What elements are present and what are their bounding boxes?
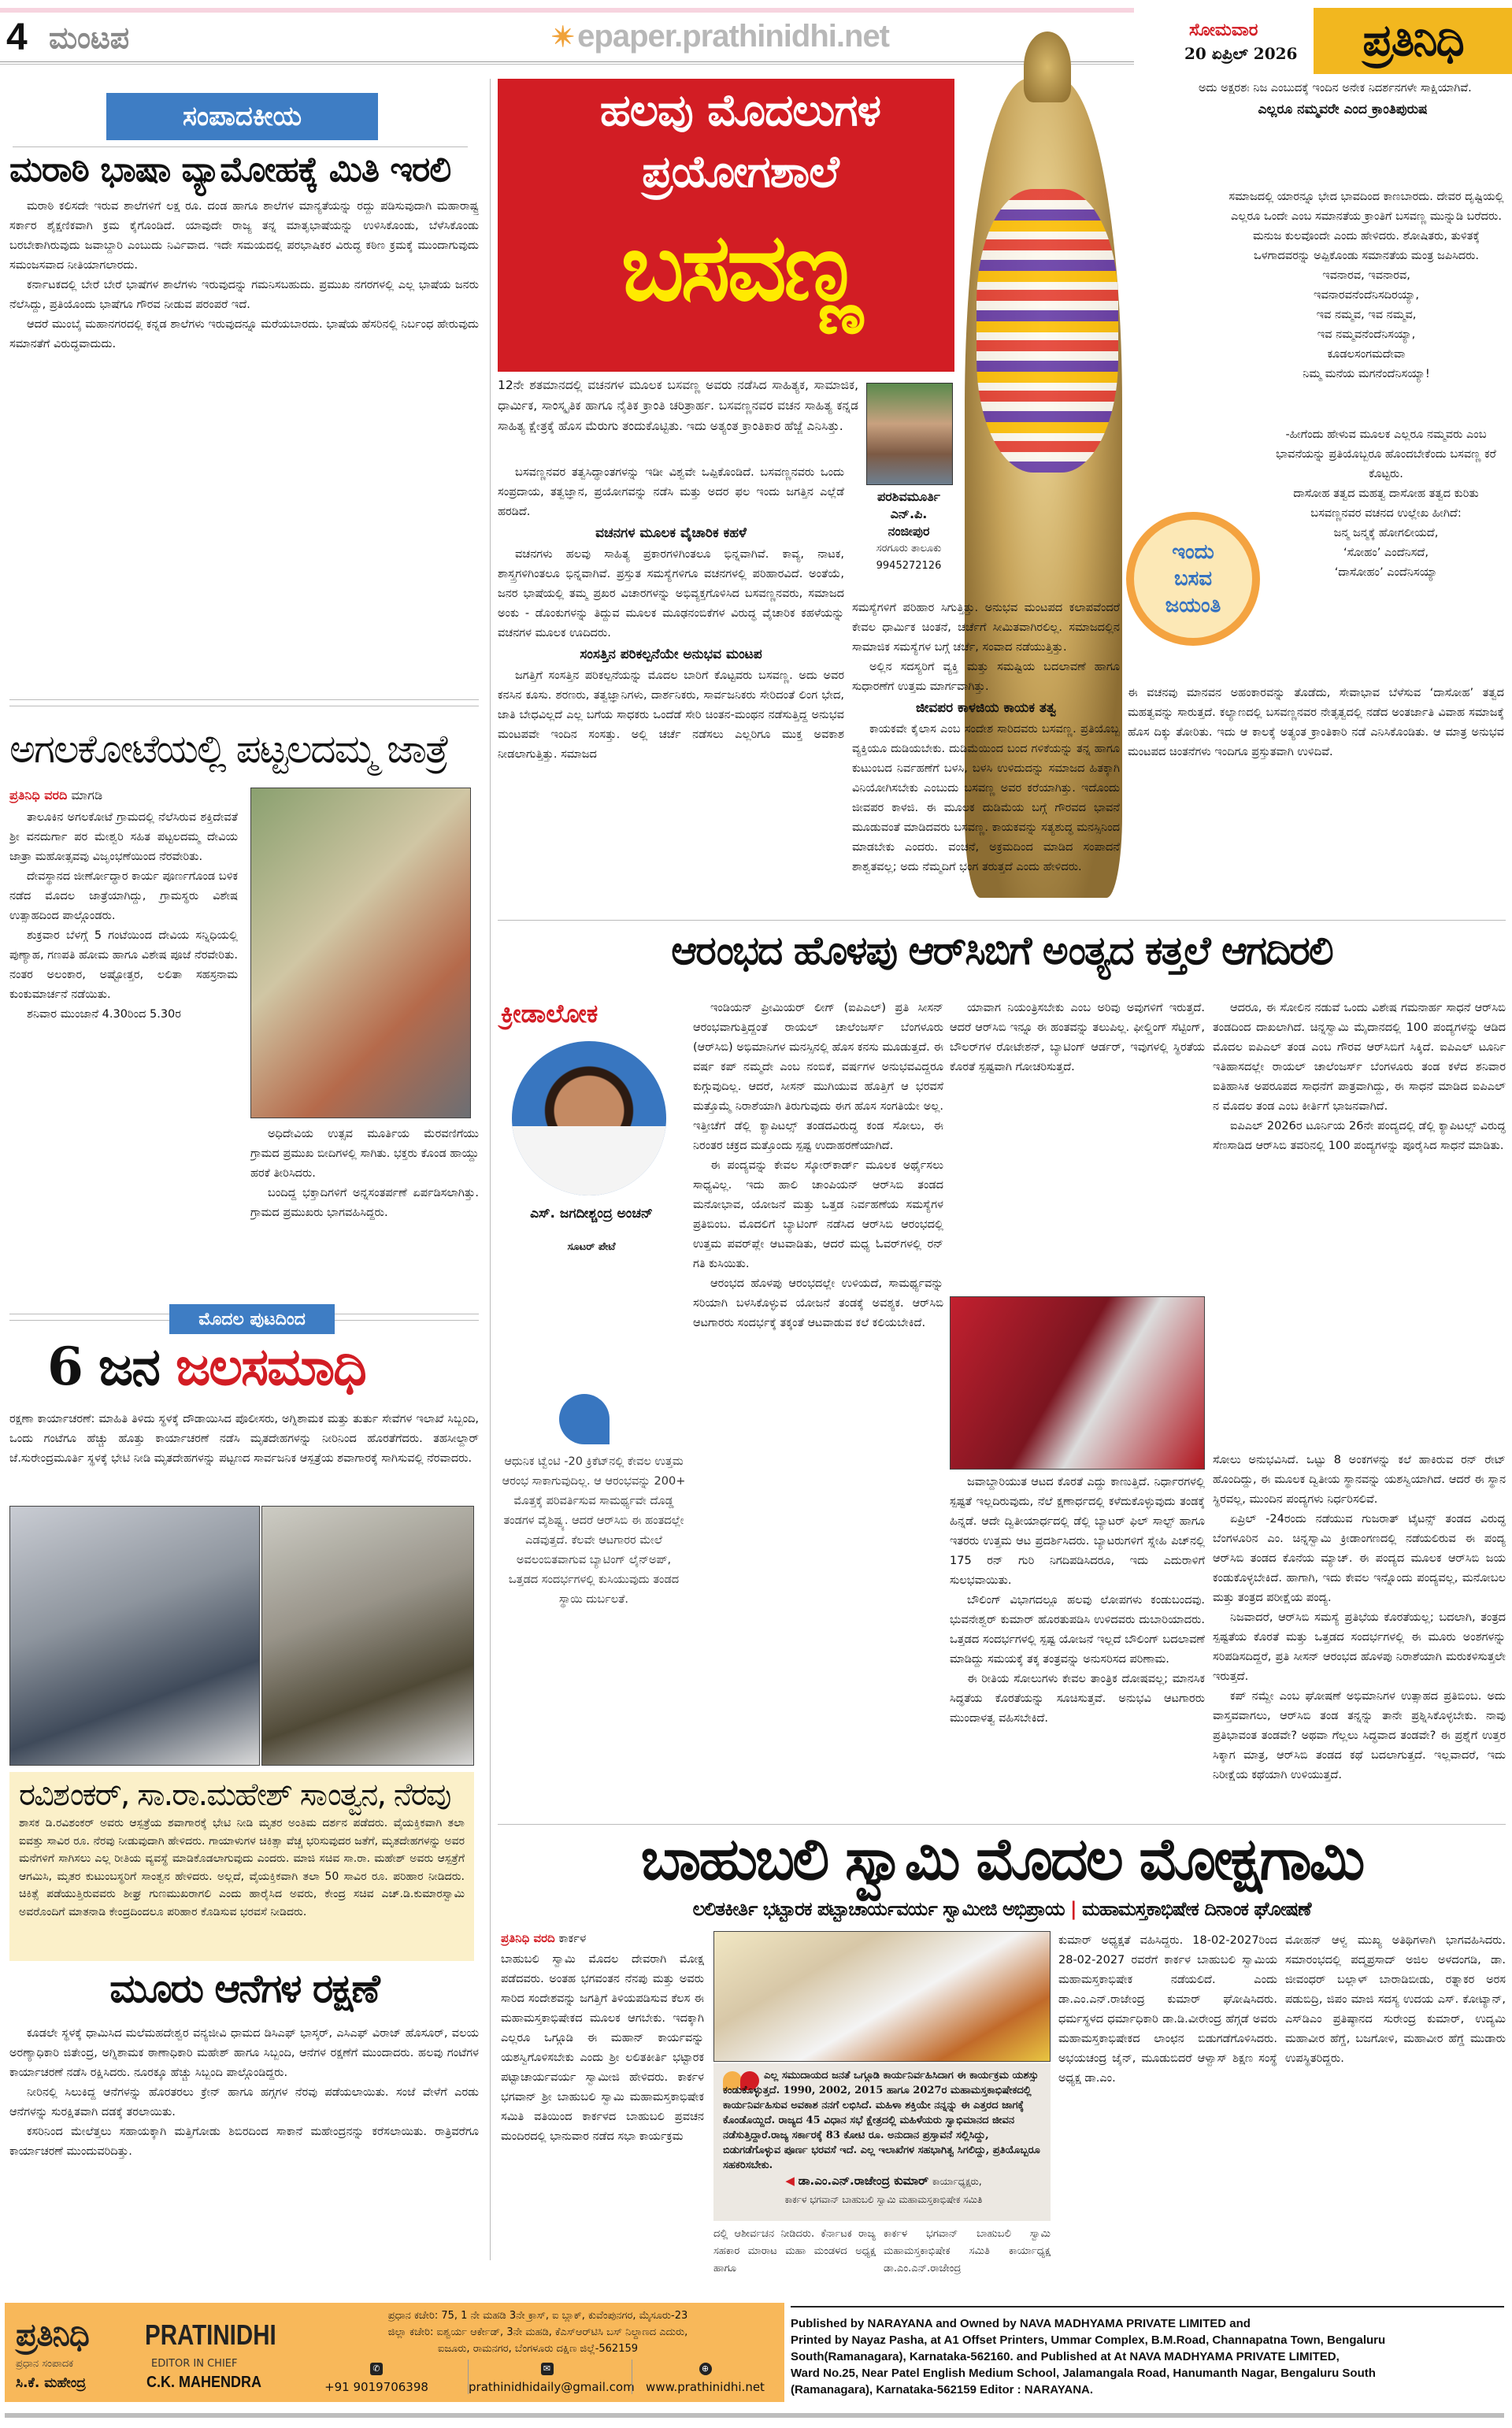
divider [498, 1824, 1506, 1825]
sports-paragraph: ಜವಾಬ್ದಾರಿಯುತ ಆಟದ ಕೊರತೆ ಎದ್ದು ಕಾಣುತ್ತಿದೆ. ನಿರ್ಧಾರಗಳಲ್ಲಿ ಸ್ಪಷ್ಟತೆ ಇಲ್ಲದಿರುವುದು, ನೆಲೆ ಕ್ಷಣಾರ್ಧದಲ್ಲಿ ಕಳೆದುಕೊಳ್ಳುವುದು ತಂಡಕ್ಕೆ ಹಿನ್ನಡೆ. ಆದೇ ದ್ವಿತೀಯಾರ್ಧದಲ್ಲಿ ಡೆಲ್ಲಿ ಬ್ಯಾಟರ್ ಫಿಲ್ ಸಾಲ್ಟ್ ಹಾಗೂ ಇತರರು ಉತ್ತಮ ಆಟ ಪ್ರದರ್ಶಿಸಿದರು. ಬ್ಯಾಟರುಗಳಿಗೆ ಸ್ನೇಹಿ ಪಿಚ್‌ನಲ್ಲಿ 175 ರನ್ ಗುರಿ ನಿಗದಿಪಡಿಸಿದರೂ, ಇದು ಎದುರಾಳಿಗೆ ಸುಲಭವಾಯಿತು. [950, 1476, 1205, 1587]
epaper-link[interactable]: ✴ epaper.prathinidhi.net [551, 19, 890, 54]
jatre-paragraph: ತಾಲೂಕಿನ ಅಗಲಕೋಟೆ ಗ್ರಾಮದಲ್ಲಿ ನೆಲೆಸಿರುವ ಶಕ್ತಿದೇವತೆ ಶ್ರೀ ವನದುರ್ಗಾ ಪರ ಮೇಶ್ವರಿ ಸಹಿತ ಪಟ್ಟಲದಮ್ಮ ದೇವಿಯ ಜಾತ್ರಾ ಮಹೋತ್ಸವವು ವಿಜೃಂಭಣೆಯಿಂದ ನೆರವೇರಿತು. [9, 811, 238, 863]
basavanna-paragraph: -ಹೀಗೆಂದು ಹೇಳುವ ಮೂಲಕ ಎಲ್ಲರೂ ನಮ್ಮವರು ಎಂಬ ಭಾವನೆಯನ್ನು ಪ್ರತಿಯೊಬ್ಬರೂ ಹೊಂದಬೇಕೆಂದು ಬಸವಣ್ಣ ಕರೆ ಕೊಟ್ಟರು. [1276, 428, 1496, 480]
footer-email[interactable]: ✉ prathinidhidaily@gmail.com [468, 2359, 625, 2394]
editorial-paragraph: ಮರಾಠಿ ಕಲಿಸದೇ ಇರುವ ಶಾಲೆಗಳಿಗೆ ಲಕ್ಷ ರೂ. ದಂಡ ಹಾಗೂ ಶಾಲೆಗಳ ಮಾನ್ಯತೆಯನ್ನು ರದ್ದು ಪಡಿಸುವುದಾಗಿ ಮಹಾರಾಷ್ಟ್ರ ಸರ್ಕಾರ ಶೈಕ್ಷಣಿಕವಾಗಿ ಕ್ರಮ ಕೈಗೊಂಡಿದೆ. ಯಾವುದೇ ರಾಜ್ಯ ತನ್ನ ಮಾತೃಭಾಷೆಯನ್ನು ಉಳಿಸಿಕೊಂಡು, ಬೆಳೆಸಿಕೊಂಡು ಬರಬೇಕಾಗಿರುವುದು ಜವಾಬ್ದಾರಿ ಎಂಬುದು ನಿರ್ವಿವಾದ. ಇದೇ ಸಮಯದಲ್ಲಿ ಪರಭಾಷಿಕರ ವಿರುದ್ಧ ಕಠಿಣ ಕ್ರಮಕ್ಕೆ ಮುಂದಾಗುವುದು ಸಮಂಜಸವಾದ ನೀತಿಯಾಗಲಾರದು. [9, 200, 479, 272]
basavanna-col2 [852, 599, 1120, 904]
sports-headline: ಆರಂಭದ ಹೊಳಪು ಆರ್‌ಸಿಬಿಗೆ ಅಂತ್ಯದ ಕತ್ತಲೆ ಆಗದಿರಲಿ [671, 928, 1332, 973]
santvana-headline: ರವಿಶಂಕರ್, ಸಾ.ರಾ.ಮಹೇಶ್ ಸಾಂತ್ವನ, ನೆರವು [19, 1777, 450, 1813]
editorial-body [9, 197, 479, 685]
chief-editor-label-kn: ಪ್ರಧಾನ ಸಂಪಾದಕ [16, 2358, 74, 2370]
basavanna-col1 [498, 463, 844, 904]
elephants-headline: ಮೂರು ಆನೆಗಳ ರಕ್ಷಣೆ [109, 1966, 379, 2011]
sports-paragraph: ಐಪಿಎಲ್ 2026ರ ಟೂರ್ನಿಯ 26ನೇ ಪಂದ್ಯದಲ್ಲಿ ಡೆಲ್ಲಿ ಕ್ಯಾಪಿಟಲ್ಸ್ ವಿರುದ್ಧ ಸೆಣಸಾಡಿದ ಆರ್‌ಸಿಬಿ ತವರಿನಲ್ಲಿ 100 ಪಂದ್ಯಗಳನ್ನು ಪೂರೈಸಿದ ಸಾಧನೆ ಮಾಡಿತು. [1213, 1120, 1506, 1152]
basavanna-col3 [1228, 187, 1504, 424]
newspaper-logo: ಪ್ರತಿನಿಧಿ [1314, 8, 1512, 74]
bahubali-subheadline: ಲಲಿತಕೀರ್ತಿ ಭಟ್ಟಾರಕ ಪಟ್ಟಾಚಾರ್ಯವರ್ಯ ಸ್ವಾಮೀಜಿ ಅಭಿಪ್ರಾಯ | ಮಹಾಮಸ್ತಕಾಭಿಷೇಕ ದಿನಾಂಕ ಘೋಷಣೆ [692, 1898, 1311, 1920]
sports-paragraph: ಈ ಪಂದ್ಯವನ್ನು ಕೇವಲ ಸ್ಕೋರ್‌ಕಾರ್ಡ್ ಮೂಲಕ ಅರ್ಥೈಸಲು ಸಾಧ್ಯವಿಲ್ಲ. ಇದು ಹಾಲಿ ಚಾಂಪಿಯನ್ ಆರ್‌ಸಿಬಿ ತಂಡದ ಮನೋಭಾವ, ಯೋಜನೆ ಮತ್ತು ಒತ್ತಡ ನಿರ್ವಹಣೆಯ ಸಮಸ್ಯೆಗಳ ಪ್ರತಿಬಿಂಬ. ಮೊದಲಿಗೆ ಬ್ಯಾಟಿಂಗ್ ನಡೆಸಿದ ಆರ್‌ಸಿಬಿ ಆರಂಭದಲ್ಲಿ ಉತ್ತಮ ಪವರ್‌ಪ್ಲೇ ಆಟವಾಡಿತು, ಆದರೆ ಮಧ್ಯ ಓವರ್‌ಗಳಲ್ಲಿ ರನ್ ಗತಿ ಕುಸಿಯಿತು. [693, 1159, 943, 1270]
rcb-players-photo [950, 1296, 1205, 1470]
jatre-headline: ಅಗಲಕೋಟೆಯಲ್ಲಿ ಪಟ್ಟಲದಮ್ಮ ಜಾತ್ರೆ [9, 726, 448, 772]
jalasamadhi-body: ರಕ್ಷಣಾ ಕಾರ್ಯಾಚರಣೆ: ಮಾಹಿತಿ ತಿಳಿದು ಸ್ಥಳಕ್ಕೆ ದೌಡಾಯಿಸಿದ ಪೊಲೀಸರು, ಅಗ್ನಿಶಾಮಕ ಮತ್ತು ತುರ್ತು ಸೇವೆಗಳ ಇಲಾಖೆ ಸಿಬ್ಬಂದಿ, ಒಂದು ಗಂಟೆಗೂ ಹೆಚ್ಚು ಹೊತ್ತು ಕಾರ್ಯಾಚರಣೆ ನಡೆಸಿ ಮೃತದೇಹಗಳನ್ನು ನೀರಿನಿಂದ ಹೊರತೆಗೆದರು. ತಹಸೀಲ್ದಾರ್ ಜೆ.ಸುರೇಂದ್ರಮೂರ್ತಿ ಸ್ಥಳಕ್ಕೆ ಭೇಟಿ ನೀಡಿ ಮೃತದೇಹಗಳನ್ನು ಪಟ್ಟಣದ ಸಾರ್ವಜನಿಕ ಆಸ್ಪತ್ರೆಯ ಶವಾಗಾರಕ್ಕೆ ಸಾಗಿಸುವಲ್ಲಿ ನೆರವಾದರು. [9, 1413, 479, 1465]
jatre-paragraph: ಅಧಿದೇವಿಯ ಉತ್ಸವ ಮೂರ್ತಿಯ ಮೆರವಣಿಗೆಯು ಗ್ರಾಮದ ಪ್ರಮುಖ ಬೀದಿಗಳಲ್ಲಿ ಸಾಗಿತು. ಭಕ್ತರು ಕೊಂಡ ಹಾಯ್ದು ಹರಕೆ ತೀರಿಸಿದರು. [250, 1128, 479, 1180]
bahubali-quote-attribution: ◀ ಡಾ.ಎಂ.ಎನ್.ರಾಜೇಂದ್ರ ಕುಮಾರ್ ಕಾರ್ಯಾಧ್ಯಕ್ಷರು, [785, 2174, 982, 2188]
jatre-body [9, 808, 238, 1312]
sports-author-name: ಎಸ್. ಜಗದೀಶ್ಚಂದ್ರ ಅಂಚನ್ [530, 1206, 653, 1221]
footer-logo-english: PRATINIDHI [145, 2319, 276, 2351]
basavanna-col3-end: ಈ ವಚನವು ಮಾನವನ ಅಹಂಕಾರವನ್ನು ತೊಡೆದು, ಸೇವಾಭಾವ ಬೆಳೆಸುವ ‘ದಾಸೋಹ’ ತತ್ವದ ಮಹತ್ವವನ್ನು ಸಾರುತ್ತದೆ. ಕಲ್ಯಾಣದಲ್ಲಿ ಬಸವಣ್ಣನವರ ನೇತೃತ್ವದಲ್ಲಿ ನಡೆದ ಅಂತರ್ಜಾತಿ ವಿವಾಹ ಸಮಾಜಕ್ಕೆ ಹೊಸ ದಿಕ್ಕು ತೋರಿತು. ಇದು ಆ ಕಾಲಕ್ಕೆ ಅತ್ಯಂತ ಕ್ರಾಂತಿಕಾರಿ ನಡೆ ಎನಿಸಿಕೊಂಡಿತು. ಆ ಮಾತ್ರ ಅನುಭವ ಮಂಟಪದ ಚಿಂತನೆಗಳು ಇಂದಿಗೂ ಪ್ರಸ್ತುತವಾಗಿ ಉಳಿದಿವೆ. [1128, 687, 1504, 758]
bahubali-headline: ಬಾಹುಬಲಿ ಸ್ವಾಮಿ ಮೊದಲ ಮೋಕ್ಷಗಾಮಿ [640, 1826, 1363, 1893]
bahubali-quote-role: ಕಾರ್ಕಳ ಭಗವಾನ್ ಬಾಹುಬಲಿ ಸ್ವಾಮಿ ಮಹಾಮಸ್ತಕಾಭಿಷೇಕ ಸಮಿತಿ [784, 2194, 983, 2205]
column-divider [490, 79, 491, 2260]
jatre-paragraph: ಶುಕ್ರವಾರ ಬೆಳಗ್ಗೆ 5 ಗಂಟೆಯಿಂದ ದೇವಿಯ ಸನ್ನಿಧಿಯಲ್ಲಿ ಪುಣ್ಯಾಹ, ಗಣಪತಿ ಹೋಮ ಹಾಗೂ ವಿಶೇಷ ಪೂಜೆ ನೆರವೇರಿತು. ನಂತರ ಅಲಂಕಾರ, ಅಷ್ಟೋತ್ತರ, ಲಲಿತಾ ಸಹಸ್ರನಾಮ ಕುಂಕುಮಾರ್ಚನೆ ನಡೆಯಿತು. [9, 929, 238, 1001]
sports-paragraph: ಯಾವಾಗ ನಿಯಂತ್ರಿಸಬೇಕು ಎಂಬ ಅರಿವು ಅವುಗಳಿಗೆ ಇರುತ್ತದೆ. ಆದರೆ ಆರ್‌ಸಿಬಿ ಇನ್ನೂ ಈ ಹಂತವನ್ನು ತಲುಪಿಲ್ಲ. ಫೀಲ್ಡಿಂಗ್ ಸೆಟ್ಟಿಂಗ್, ಬೌಲರ್‌ಗಳ ರೋಟೇಶನ್, ಬ್ಯಾಟಿಂಗ್ ಆರ್ಡರ್, ಇವುಗಳಲ್ಲಿ ಸ್ಥಿರತೆಯ ಕೊರತೆ ಸ್ಪಷ್ಟವಾಗಿ ಗೋಚರಿಸುತ್ತದೆ. [950, 1002, 1205, 1073]
basavanna-col3-top [1181, 79, 1504, 189]
sports-paragraph: ಕಪ್ ನಮ್ದೇ ಎಂಬ ಘೋಷಣೆ ಅಭಿಮಾನಿಗಳ ಉತ್ಸಾಹದ ಪ್ರತಿಬಿಂಬ. ಅದು ವಾಸ್ತವವಾಗಲು, ಆರ್‌ಸಿಬಿ ತಂಡ ತನ್ನನ್ನು ತಾನೇ ಪ್ರಶ್ನಿಸಿಕೊಳ್ಳಬೇಕು. ನಾವು ಪ್ರತಿಭಾವಂತ ತಂಡವೇ? ಅಥವಾ ಗೆಲ್ಲಲು ಸಿದ್ಧವಾದ ತಂಡವೇ? ಈ ಪ್ರಶ್ನೆಗೆ ಉತ್ತರ ಸಿಕ್ಕಾಗ ಮಾತ್ರ, ಆರ್‌ಸಿಬಿ ತಂಡದ ಕಥೆ ಬದಲಾಗುತ್ತದೆ. ಇಲ್ಲವಾದರೆ, ಇದು ನಿರೀಕ್ಷೆಯ ಕಥೆಯಾಗಿ ಉಳಿಯುತ್ತದೆ. [1213, 1690, 1506, 1781]
santvana-body: ಶಾಸಕ ಡಿ.ರವಿಶಂಕರ್ ಅವರು ಆಸ್ಪತ್ರೆಯ ಶವಾಗಾರಕ್ಕೆ ಭೇಟಿ ನೀಡಿ ಮೃತರ ಅಂತಿಮ ದರ್ಶನ ಪಡೆದರು. ವೈಯಕ್ತಿಕವಾಗಿ ತಲಾ ಐವತ್ತು ಸಾವಿರ ರೂ. ನೆರವು ನೀಡುವುದಾಗಿ ಹೇಳಿದರು. ಗಾಯಾಳುಗಳ ಚಿಕಿತ್ಸಾ ವೆಚ್ಚ ಭರಿಸುವುದರ ಜತೆಗೆ, ಮೃತದೇಹಗಳನ್ನು ಅವರ ಮನೆಗಳಿಗೆ ಸಾಗಿಸಲು ಎಲ್ಲ ರೀತಿಯ ವ್ಯವಸ್ಥೆ ಮಾಡಿಕೊಡಲಾಗುವುದು ಎಂದರು. ಮಾಜಿ ಸಚಿವ ಸಾ.ರಾ. ಮಹೇಶ್ ಅವರು ಆಸ್ಪತ್ರೆಗೆ ಆಗಮಿಸಿ, ಮೃತರ ಕುಟುಂಬಸ್ಥರಿಗೆ ಸಾಂತ್ವನ ಹೇಳಿದರು. ಅಲ್ಲದೆ, ವೈಯಕ್ತಿಕವಾಗಿ ತಲಾ 50 ಸಾವಿರ ರೂ. ಪರಿಹಾರ ನೀಡಿದರು. ಚಿಕಿತ್ಸೆ ಪಡೆಯುತ್ತಿರುವವರು ಶೀಘ್ರ ಗುಣಮುಖರಾಗಲಿ ಎಂದು ಹಾರೈಸಿದ ಅವರು, ಕೇಂದ್ರ ಸಚಿವ ಎಚ್.ಡಿ.ಕುಮಾರಸ್ವಾಮಿ ಅವರೊಂದಿಗೆ ಮಾತನಾಡಿ ಕೇಂದ್ರದಿಂದಲೂ ಪರಿಹಾರ ಕೊಡಿಸುವ ಭರವಸೆ ನೀಡಿದರು. [19, 1817, 465, 1918]
basavanna-paragraph: ದಾಸೋಹ ತತ್ವದ ಮಹತ್ವ ದಾಸೋಹ ತತ್ವದ ಕುರಿತು ಬಸವಣ್ಣನವರ ವಚನದ ಉಲ್ಲೇಖ ಹೀಗಿದೆ: [1293, 487, 1479, 520]
basavanna-subhead: ಸಂಸತ್ತಿನ ಪರಿಕಲ್ಪನೆಯೇ ಅನುಭವ ಮಂಟಪ [580, 647, 762, 662]
elephants-paragraph: ನೀರಿನಲ್ಲಿ ಸಿಲುಕಿದ್ದ ಆನೆಗಳನ್ನು ಹೊರತರಲು ಕ್ರೇನ್ ಹಾಗೂ ಹಗ್ಗಗಳ ನೆರವು ಪಡೆಯಲಾಯಿತು. ಸಂಜೆ ವೇಳೆಗೆ ಎರಡು ಆನೆಗಳನ್ನು ಸುರಕ್ಷಿತವಾಗಿ ದಡಕ್ಕೆ ತರಲಾಯಿತು. [9, 2086, 479, 2118]
sports-col4 [1213, 1451, 1506, 1818]
sports-paragraph: ಇಂಡಿಯನ್ ಪ್ರೀಮಿಯರ್ ಲೀಗ್ (ಐಪಿಎಲ್) ಪ್ರತಿ ಸೀಸನ್ ಆರಂಭವಾಗುತ್ತಿದ್ದಂತೆ ರಾಯಲ್ ಚಾಲೆಂಜರ್ಸ್ ಬೆಂಗಳೂರು (ಆರ್‌ಸಿಬಿ) ಅಭಿಮಾನಿಗಳ ಮನಸ್ಸಿನಲ್ಲಿ ಹೊಸ ಕನಸು ಮೂಡುತ್ತದೆ. ಈ ವರ್ಷ ಕಪ್ ನಮ್ಮದೇ ಎಂಬ ನಂಬಿಕೆ, ವರ್ಷಗಳ ಅನುಭವವಿದ್ದರೂ ಕುಗ್ಗುವುದಿಲ್ಲ. ಆದರೆ, ಸೀಸನ್ ಮುಗಿಯುವ ಹೊತ್ತಿಗೆ ಆ ಭರವಸೆ ಮತ್ತೊಮ್ಮೆ ನಿರಾಶೆಯಾಗಿ ತಿರುಗುವುದು ಈಗ ಹೊಸ ಸಂಗತಿಯೇ ಅಲ್ಲ. ಇತ್ತೀಚೆಗೆ ಡೆಲ್ಲಿ ಕ್ಯಾಪಿಟಲ್ಸ್ ತಂಡದವಿರುದ್ಧ ಕಂಡ ಸೋಲು, ಈ ನಿರಂತರ ಚಕ್ರದ ಮತ್ತೊಂದು ಸ್ಪಷ್ಟ ಉದಾಹರಣೆಯಾಗಿದೆ. [693, 1002, 943, 1152]
jatre-byline: ಪ್ರತಿನಿಧಿ ವರದಿ ಮಾಗಡಿ [9, 788, 103, 803]
santvana-box [9, 1772, 474, 1961]
spark-icon: ✴ [551, 20, 575, 53]
ambulance-photo [261, 1506, 474, 1766]
divider [9, 699, 479, 700]
sports-col2-top [950, 999, 1205, 1293]
sports-author-photo [512, 1041, 666, 1195]
elephants-paragraph: ಕಸರಿನಿಂದ ಮೇಲೆತ್ತಲು ಸಹಾಯಕ್ಕಾಗಿ ಮತ್ತಿಗೋಡು ಶಿಬಿರದಿಂದ ಸಾಕಾನೆ ಮಹೇಂದ್ರನನ್ನು ಕರೆಸಲಾಯಿತು. ರಾತ್ರಿವರೆಗೂ ಕಾರ್ಯಾಚರಣೆ ಮುಂದುವರಿದಿತ್ತು. [9, 2126, 479, 2158]
basavanna-subhead: ಎಲ್ಲರೂ ನಮ್ಮವರೇ ಎಂದ ಕ್ರಾಂತಿಪುರುಷ [1258, 102, 1428, 117]
basavanna-paragraph: ಸಮಾಜದಲ್ಲಿ ಯಾರನ್ನೂ ಭೇದ ಭಾವದಿಂದ ಕಾಣಬಾರದು. ದೇವರ ದೃಷ್ಟಿಯಲ್ಲಿ ಎಲ್ಲರೂ ಒಂದೇ ಎಂಬ ಸಮಾನತೆಯ ಕ್ರಾಂತಿಗೆ ಬಸವಣ್ಣ ಮುನ್ನುಡಿ ಬರೆದರು. ಮನುಜ ಕುಲವೊಂದೇ ಎಂದು ಹೇಳಿದರು. ಶೋಷಿತರು, ತುಳಿತಕ್ಕೆ ಒಳಗಾದವರನ್ನು ಅಪ್ಪಿಕೊಂಡು ಸಮಾನತೆಯ ಮಂತ್ರ ಜಪಿಸಿದರು. [1228, 191, 1504, 262]
sports-paragraph: ಬೌಲಿಂಗ್ ವಿಭಾಗದಲ್ಲೂ ಹಲವು ಲೋಪಗಳು ಕಂಡುಬಂದವು. ಭುವನೇಶ್ವರ್ ಕುಮಾರ್ ಹೊರತುಪಡಿಸಿ ಉಳಿದವರು ದುಬಾರಿಯಾದರು. ಒತ್ತಡದ ಸಂದರ್ಭಗಳಲ್ಲಿ ಸ್ಪಷ್ಟ ಯೋಜನೆ ಇಲ್ಲದೆ ಬೌಲಿಂಗ್ ಬದಲಾವಣೆ ಮಾಡಿದ್ದು ಸಮಯಕ್ಕೆ ತಕ್ಕ ತಂತ್ರವನ್ನು ಅನುಸರಿಸದ ಪರಿಣಾಮ. [950, 1594, 1205, 1666]
divider [498, 920, 1506, 921]
footer-addresses: ಪ್ರಧಾನ ಕಚೇರಿ: 75, 1 ನೇ ಮಹಡಿ 3ನೇ ಕ್ರಾಸ್, ಐ ಬ್ಲಾಕ್, ಕುವೆಂಪುನಗರ, ಮೈಸೂರು-23 ಜಿಲ್ಲಾ ಕಚೇರಿ: ಐಶ್ವರ್ಯ ಆರ್ಕೇಡ್, 3ನೇ ಮಹಡಿ, ಕೆಎಸ್‌ಆರ್‌ಟಿಸಿ ಬಸ್ ನಿಲ್ದಾಣದ ಎದುರು, ಐಜೂರು, ರಾಮನಗರ, ಬೆಂಗಳೂರು ದಕ್ಷಿಣ ಜಿಲ್ಲೆ-562159 [387, 2310, 688, 2355]
page-number: 4 [6, 17, 28, 58]
mail-icon: ✉ [541, 2363, 554, 2375]
bahubali-below-quote-right: ಕಾರ್ಕಳ ಭಗವಾನ್ ಬಾಹುಬಲಿ ಸ್ವಾಮಿ ಮಹಾಮಸ್ತಕಾಭಿಷೇಕ ಸಮಿತಿ ಕಾರ್ಯಾಧ್ಯಕ್ಷ ಡಾ.ಎಂ.ಎನ್.ರಾಜೇಂದ್ರ [884, 2228, 1051, 2274]
author-photo [866, 383, 953, 485]
editorial-paragraph: ಕರ್ನಾಟಕದಲ್ಲಿ ಬೇರೆ ಬೇರೆ ಭಾಷೆಗಳ ಶಾಲೆಗಳು ಇರುವುದನ್ನು ಗಮನಿಸಬಹುದು. ಪ್ರಮುಖ ನಗರಗಳಲ್ಲಿ ಎಲ್ಲ ಭಾಷೆಯ ಜನರು ನೆಲೆಸಿದ್ದು, ಪ್ರತಿಯೊಂದು ಭಾಷೆಗೂ ಗೌರವ ನೀಡುವ ಪರಂಪರೆ ಇದೆ. [9, 279, 479, 311]
basavanna-paragraph: ಬಸವಣ್ಣನವರ ತತ್ವಸಿದ್ಧಾಂತಗಳನ್ನು ಇಡೀ ವಿಶ್ವವೇ ಒಪ್ಪಿಕೊಂಡಿದೆ. ಬಸವಣ್ಣನವರು ಒಂದು ಸಂಪ್ರದಾಯ, ತತ್ವಜ್ಞಾನ, ಪ್ರಯೋಗವನ್ನು ನಡೆಸಿ ಮತ್ತು ಅದರ ಫಲ ಇಂದು ಜಗತ್ತಿನ ಎಲ್ಲೆಡೆ ಹರಡಿದೆ. [498, 466, 844, 518]
sports-col1 [693, 999, 943, 1818]
divider [13, 146, 468, 147]
editorial-tag: ಸಂಪಾದಕೀಯ [106, 93, 378, 140]
masthead-strip [0, 8, 1134, 13]
editorial-headline: ಮರಾಠಿ ಭಾಷಾ ವ್ಯಾಮೋಹಕ್ಕೆ ಮಿತಿ ಇರಲಿ [9, 150, 451, 190]
basavanna-subhead: ವಚನಗಳ ಮೂಲಕ ವೈಚಾರಿಕ ಕಹಳೆ [595, 525, 747, 541]
basavanna-paragraph: ಅಲ್ಲಿನ ಸದಸ್ಯರಿಗೆ ವ್ಯಕ್ತಿ ಮತ್ತು ಸಮಷ್ಟಿಯ ಬದಲಾವಣೆ ಹಾಗೂ ಸುಧಾರಣೆಗೆ ಉತ್ತಮ ಮಾರ್ಗವಾಗಿತ್ತು. [852, 661, 1120, 693]
section-name: ಮಂಟಪ [49, 20, 130, 55]
chief-editor-label-en: EDITOR IN CHIEF [151, 2358, 238, 2370]
bahubali-quote-text: ಎಲ್ಲ ಸಮುದಾಯದ ಜನತೆ ಒಗ್ಗೂಡಿ ಕಾರ್ಯನಿರ್ವಹಿಸಿದಾಗ ಈ ಕಾರ್ಯಕ್ರಮ ಯಶಸ್ಸು ಕಂಡುಕೊಳ್ಳುತ್ತದೆ. 1990, 2002, 2015 ಹಾಗೂ 2027ರ ಮಹಾಮಸ್ತಕಾಭಿಷೇಕದಲ್ಲಿ ಕಾರ್ಯನಿರ್ವಹಿಸುವ ಅವಕಾಶ ನನಗೆ ಲಭಿಸಿದೆ. ಮಹಿಳಾ ಶಕ್ತಿಯೇ ನನ್ನನ್ನು ಈ ಎತ್ತರದ ಜಾಗಕ್ಕೆ ಕೊಂಡೊಯ್ದಿದೆ. ರಾಜ್ಯದ 45 ವಿಧಾನ ಸಭೆ ಕ್ಷೇತ್ರದಲ್ಲಿ ಮಹಿಳೆಯರು ಸ್ವಾಭಿಮಾನದ ಜೀವನ ನಡೆಸುತ್ತಿದ್ದಾರೆ.ರಾಜ್ಯ ಸರ್ಕಾರಕ್ಕೆ 83 ಕೋಟಿ ರೂ. ಅನುದಾನ ಪ್ರಸ್ತಾವನೆ ಸಲ್ಲಿಸಿದ್ದು, ಬಿಡುಗಡೆಗೊಳ್ಳುವ ಪೂರ್ಣ ಭರವಸೆ ಇದೆ. ಎಲ್ಲ ಇಲಾಖೆಗಳ ಸಹಭಾಗಿತ್ವ ಸಿಗಲಿದ್ದು, ಪ್ರತಿಯೊಬ್ಬರೂ ಸಹಕರಿಸಬೇಕು. [723, 2070, 1040, 2170]
footer-website[interactable]: ⊕ www.prathinidhi.net [632, 2359, 778, 2394]
basavanna-subhead: ಜೀವಪರ ಕಾಳಜಿಯ ಕಾಯಕ ತತ್ವ [916, 700, 1056, 716]
elephants-body [9, 2024, 479, 2300]
hospital-visit-photo [9, 1506, 260, 1766]
globe-icon: ⊕ [699, 2363, 712, 2375]
editorial-paragraph: ಆದರೆ ಮುಂಬೈ ಮಹಾನಗರದಲ್ಲಿ ಕನ್ನಡ ಶಾಲೆಗಳು ಇರುವುದನ್ನೂ ಮರೆಯಬಾರದು. ಭಾಷೆಯ ಹೆಸರಿನಲ್ಲಿ ನಿರ್ಬಂಧ ಹೇರುವುದು ಸಮಾನತೆಗೆ ವಿರುದ್ಧವಾದುದು. [9, 318, 479, 350]
sports-paragraph: ಏಪ್ರಿಲ್ -24ರಂದು ನಡೆಯುವ ಗುಜರಾತ್ ಟೈಟನ್ಸ್ ತಂಡದ ವಿರುದ್ಧ ಬೆಂಗಳೂರಿನ ಎಂ. ಚಿನ್ನಸ್ವಾಮಿ ಕ್ರೀಡಾಂಗಣದಲ್ಲಿ ನಡೆಯಲಿರುವ ಈ ಪಂದ್ಯ ಆರ್‌ಸಿಬಿ ತಂಡದ ಕೊನೆಯ ಮ್ಯಾಚ್. ಈ ಪಂದ್ಯದ ಮೂಲಕ ಆರ್‌ಸಿಬಿ ಜಯ ಕಂಡುಕೊಳ್ಳಬೇಕಿದೆ. ಹಾಗಾಗಿ, ಇದು ಕೇವಲ ಇನ್ನೊಂದು ಪಂದ್ಯವಲ್ಲ, ಮನೋಬಲ ಮತ್ತು ತಂತ್ರದ ಪರೀಕ್ಷೆಯ ಪಂದ್ಯ. [1213, 1513, 1506, 1604]
footer-box [5, 2303, 784, 2402]
jatre-paragraph: ಬಂದಿದ್ದ ಭಕ್ತಾದಿಗಳಿಗೆ ಅನ್ನಸಂತರ್ಪಣೆ ಏರ್ಪಡಿಸಲಾಗಿತ್ತು. ಗ್ರಾಮದ ಪ್ರಮುಖರು ಭಾಗವಹಿಸಿದ್ದರು. [250, 1187, 479, 1219]
chief-editor-name-kn: ಸಿ.ಕೆ. ಮಹೇಂದ್ರ [16, 2375, 86, 2391]
sports-col2 [950, 1473, 1205, 1818]
basavanna-headline-line2: ಪ್ರಯೋಗಶಾಲೆ [642, 146, 839, 198]
jatre-side-body [250, 1125, 479, 1312]
sports-paragraph: ಆದರೂ, ಈ ಸೋಲಿನ ನಡುವೆ ಒಂದು ವಿಶೇಷ ಗಮನಾರ್ಹ ಸಾಧನೆ ಆರ್‌ಸಿಬಿ ತಂಡದಿಂದ ದಾಖಲಾಗಿದೆ. ಚಿನ್ನಸ್ವಾಮಿ ಮೈದಾನದಲ್ಲಿ 100 ಪಂದ್ಯಗಳನ್ನು ಆಡಿದ ಮೊದಲ ಐಪಿಎಲ್ ತಂಡ ಎಂಬ ಗೌರವ ಆರ್‌ಸಿಬಿಗೆ ಸಿಕ್ಕಿದೆ. ಐಪಿಎಲ್ ಟೂರ್ನಿ ಇತಿಹಾಸದಲ್ಲೇ ರಾಯಲ್ ಚಾಲೆಂಜರ್ಸ್ ಬೆಂಗಳೂರು ತಂಡ ಕಳೆದ ಶನಿವಾರ ಐತಿಹಾಸಿಕ ಅಪರೂಪದ ಸಾಧನೆಗೆ ಪಾತ್ರವಾಗಿದ್ದು, ಈ ಸಾಧನೆ ಮಾಡಿದ ಐಪಿಎಲ್ ನ ಮೊದಲ ತಂಡ ಎಂಬ ಕೀರ್ತಿಗೆ ಭಾಜನವಾಗಿದೆ. [1213, 1002, 1506, 1113]
basavanna-headline-name: ಬಸವಣ್ಣ [621, 213, 860, 321]
header-rule [0, 61, 1134, 65]
bahubali-byline: ಪ್ರತಿನಿಧಿ ವರದಿ ಕಾರ್ಕಳ [501, 1931, 587, 1945]
imprint-text: Published by NARAYANA and Owned by NAVA MADHYAMA PRIVATE LIMITED and Printed by Nayaz Pasha, at A1 Offset Printers, Ummar Complex, B.M.Road, Channapatna Town, Bengaluru South(Ramanagara), Karnataka-562160. and Published at At NAVA MADHYAMA PRIVATE LIMITED, Ward No.25, Near Patel English Medium School, Jalamangala Road, Hanumanth Nagar, Bengaluru South (Ramanagara), Karnataka-562159 Editor : NARAYANA. [791, 2317, 1386, 2396]
bahubali-col1: ಬಾಹುಬಲಿ ಸ್ವಾಮಿ ಮೊದಲ ದೇವರಾಗಿ ಮೋಕ್ಷ ಪಡೆದವರು. ಅಂತಹ ಭಗವಂತನ ನೆನಪು ಮತ್ತು ಅವರು ಸಾರಿದ ಸಂದೇಶವನ್ನು ಜಗತ್ತಿಗೆ ತಿಳಿಯಪಡಿಸುವ ಕೆಲಸ ಈ ಮಹಾಮಸ್ತಕಾಭಿಷೇಕದ ಮೂಲಕ ಆಗಬೇಕು. ಇದಕ್ಕಾಗಿ ಎಲ್ಲರೂ ಒಗ್ಗೂಡಿ ಈ ಮಹಾನ್ ಕಾರ್ಯವನ್ನು ಯಶಸ್ವಿಗೊಳಿಸಬೇಕು ಎಂದು ಶ್ರೀ ಲಲಿತಕೀರ್ತಿ ಭಟ್ಟಾರಕ ಪಟ್ಟಾಚಾರ್ಯವರ್ಯ ಸ್ವಾಮೀಜಿ ಹೇಳಿದರು. ಕಾರ್ಕಳ ಭಗವಾನ್ ಶ್ರೀ ಬಾಹುಬಲಿ ಸ್ವಾಮಿ ಮಹಾಮಸ್ತಕಾಭಿಷೇಕ ಸಮಿತಿ ವತಿಯಿಂದ ಕಾರ್ಕಳದ ಬಾಹುಬಲಿ ಪ್ರವಚನ ಮಂದಿರದಲ್ಲಿ ಭಾನುವಾರ ನಡೆದ ಸಭಾ ಕಾರ್ಯಕ್ರಮ [501, 1953, 704, 2143]
sports-col3 [1213, 999, 1506, 1448]
bahubali-col4: ಮೋಹನ್ ಆಳ್ವ ಮುಖ್ಯ ಅತಿಥಿಗಳಾಗಿ ಭಾಗವಹಿಸಿದರು. ಸಮಾರಂಭದಲ್ಲಿ ಪದ್ಮಪ್ರಸಾದ್ ಅಜಿಲ ಅಳದಂಗಡಿ, ಡಾ. ಜೀವಂಧರ್ ಬಲ್ಲಾಳ್ ಬಾರಾಡಿಬೀಡು, ರತ್ನಾಕರ ಅರಸ ಪಡುಬಿದ್ರಿ, ಜಿಪಂ ಮಾಜಿ ಸದಸ್ಯ ಉದಯ ಎಸ್. ಕೋಟ್ಯಾನ್, ಎಸ್‌ಡಿಎಂ ಪ್ರತಿಷ್ಠಾನದ ಸುರೇಂದ್ರ ಕುಮಾರ್, ಉದ್ಯಮಿ ಮಹಾವೀರ ಹೆಗ್ಡೆ, ಬಜಗೋಳಿ, ಮಹಾವೀರ ಹೆಗ್ಡೆ ಮುಡಾರು ಉಪಸ್ಥಿತರಿದ್ದರು. [1285, 1934, 1506, 2065]
vachana-quote: ಇವನಾರವ, ಇವನಾರವ, ಇವನಾರವನೆಂದೆನಿಸದಿರಯ್ಯಾ, ಇವ ನಮ್ಮವ, ಇವ ನಮ್ಮವ, ಇವ ನಮ್ಮವನೆಂದೆನಿಸಯ್ಯಾ, ಕೂಡಲಸಂಗಮದೇವಾ ನಿಮ್ಮ ಮನೆಯ ಮಗನೆಂದೆನಿಸಯ್ಯಾ! [1303, 269, 1430, 380]
divider [791, 2306, 1504, 2308]
basavanna-paragraph: ವಚನಗಳು ಹಲವು ಸಾಹಿತ್ಯ ಪ್ರಕಾರಗಳಿಗಿಂತಲೂ ಭಿನ್ನವಾಗಿವೆ. ಕಾವ್ಯ, ನಾಟಕ, ಶಾಸ್ತ್ರಗಳಿಗಿಂತಲೂ ಭಿನ್ನವಾಗಿವೆ. ಪ್ರಸ್ತುತ ಸಮಸ್ಯೆಗಳಿಗೂ ವಚನಗಳಲ್ಲಿ ಪರಿಹಾರವಿದೆ. ಅಂತೆಯೆ, ಜನರ ಭಾಷೆಯಲ್ಲಿ ತಮ್ಮ ಪ್ರಖರ ವಿಚಾರಗಳನ್ನು ಅಭಿವ್ಯಕ್ತಗೊಳಿಸಿದ ಬಸವಣ್ಣನವರು, ಸಮಾಜದ ಅಂಕು - ಡೊಂಕುಗಳನ್ನು ತಿದ್ದುವ ಮೂಲಕ ಮೂಢನಂಬಿಕೆಗಳ ವಿರುದ್ಧ ವೈಚಾರಿಕ ಕಹಳೆಯನ್ನು ವಚನಗಳ ಮೂಲಕ ಊದಿದರು. [498, 548, 844, 639]
basavanna-col3-mid [1268, 425, 1504, 677]
dasoha-quote: ಜನ್ಮ ಜನ್ಮಕ್ಕೆ ಹೋಗಲೀಯದೆ, ‘ಸೋಹಂ’ ಎಂದೆನಿಸದೆ, ‘ದಾಸೋಹಂ’ ಎಂದೆನಿಸಯ್ಯಾ [1333, 527, 1439, 579]
bahubali-col3: ಕುಮಾರ್ ಅಧ್ಯಕ್ಷತೆ ವಹಿಸಿದ್ದರು. 18-02-2027ರಿಂದ 28-02-2027 ರವರೆಗೆ ಕಾರ್ಕಳ ಬಾಹುಬಲಿ ಸ್ವಾಮಿಯ ಮಹಾಮಸ್ತಕಾಭಿಷೇಕ ನಡೆಯಲಿದೆ. ಎಂದು ಡಾ.ಎಂ.ಎನ್.ರಾಜೇಂದ್ರ ಕುಮಾರ್ ಘೋಷಿಸಿದರು. ಧರ್ಮಸ್ಥಳದ ಧರ್ಮಾಧಿಕಾರಿ ಡಾ.ಡಿ.ವೀರೇಂದ್ರ ಹೆಗ್ಗಡೆ ಅವರು ಮಹಾಮಸ್ತಕಾಭಿಷೇಕದ ಲಾಂಛನ ಬಿಡುಗಡೆಗೊಳಿಸಿದರು. ಅಭಯಚಂದ್ರ ಜೈನ್, ಮೂಡುಬಿದರೆ ಆಳ್ವಾಸ್ ಶಿಕ್ಷಣ ಸಂಸ್ಥೆ ಅಧ್ಯಕ್ಷ ಡಾ.ಎಂ. [1058, 1934, 1277, 2085]
basavanna-paragraph: ಸಮಸ್ಯೆಗಳಿಗೆ ಪರಿಹಾರ ಸಿಗುತ್ತಿತ್ತು. ಅನುಭವ ಮಂಟಪದ ಕಲಾಪವೆಂದರೆ ಕೇವಲ ಧಾರ್ಮಿಕ ಚಿಂತನೆ, ಚರ್ಚೆಗೆ ಸೀಮಿತವಾಗಿರಲಿಲ್ಲ. ಸಮಾಜದಲ್ಲಿನ ಸಾಮಾಜಿಕ ಸಮಸ್ಯೆಗಳ ಬಗ್ಗೆ ಚರ್ಚೆ, ಸಂವಾದ ನಡೆಯುತ್ತಿತ್ತು. [852, 602, 1120, 654]
jatre-photo [250, 788, 471, 1118]
phone-icon: ✆ [370, 2363, 383, 2375]
footer-logo-kannada: ಪ್ರತಿನಿಧಿ [16, 2317, 89, 2353]
bahubali-event-photo [713, 1931, 1051, 2062]
jatre-closing: ಶನಿವಾರ ಮುಂಜಾನೆ 4.30ರಿಂದ 5.30ರ [27, 1008, 181, 1021]
quote-drop-icon [559, 1394, 610, 1444]
bahubali-below-quote-left: ದಲ್ಲಿ ಆಶೀರ್ವಚನ ನೀಡಿದರು. ಕೆರ್ನಾಟಕ ರಾಜ್ಯ ಸಹಕಾರ ಮಾರಾಟ ಮಹಾ ಮಂಡಳದ ಅಧ್ಯಕ್ಷ ಹಾಗೂ [713, 2228, 876, 2274]
basavanna-paragraph: ಅದು ಅಕ್ಷರಶಃ ನಿಜ ಎಂಬುದಕ್ಕೆ ಇಂದಿನ ಅನೇಕ ನಿದರ್ಶನಗಳೇ ಸಾಕ್ಷಿಯಾಗಿವೆ. [1199, 82, 1472, 95]
continued-tag: ಮೊದಲ ಪುಟದಿಂದ [169, 1304, 335, 1334]
column-tag-kreedaloka: ಕ್ರೀಡಾಲೋಕ [501, 999, 598, 1029]
basavanna-paragraph: ಕಾಯಕವೇ ಕೈಲಾಸ ಎಂಬ ಸಂದೇಶ ಸಾರಿದವರು ಬಸವಣ್ಣ. ಪ್ರತಿಯೊಬ್ಬ ವ್ಯಕ್ತಿಯೂ ದುಡಿಯಬೇಕು. ದುಡಿಮೆಯಿಂದ ಬಂದ ಗಳಿಕೆಯನ್ನು ತನ್ನ ಹಾಗೂ ಕುಟುಂಬದ ನಿರ್ವಹಣೆಗೆ ಬಳಸಿ, ಬಳಸಿ ಉಳಿದುದನ್ನು ಸಮಾಜದ ಹಿತಕ್ಕಾಗಿ ವಿನಿಯೋಗಿಸಬೇಕು ಎಂಬುದು ಬಸವಣ್ಣ ಅವರ ಕರೆಯಾಗಿತ್ತು. ಇದೊಂದು ಜೀವಪರ ಕಾಳಜಿ. ಈ ಮೂಲಕ ದುಡಿಮೆಯ ಬಗ್ಗೆ ಗೌರವದ ಭಾವನೆ ಮೂಡುವಂತೆ ಮಾಡಿದವರು ಬಸವಣ್ಣ. ಕಾಯಕವನ್ನು ಸತ್ಯಶುದ್ಧ ಮನಸ್ಸಿನಿಂದ ಮಾಡಬೇಕು ಎಂದರು. ವಂಚನೆ, ಅಕ್ರಮದಿಂದ ಮಾಡಿದ ಸಂಪಾದನೆ ಶಾಶ್ವತವಲ್ಲ; ಅದು ನೆಮ್ಮದಿಗೆ ಭಂಗ ತರುತ್ತದೆ ಎಂದು ಹೇಳಿದರು. [852, 723, 1120, 873]
date-label: 20 ಏಪ್ರಿಲ್ 2026 [1184, 44, 1298, 63]
basava-jayanti-badge: ಇಂದು ಬಸವ ಜಯಂತಿ [1126, 512, 1260, 646]
chief-editor-name-en: C.K. MAHENDRA [146, 2374, 261, 2391]
basavanna-paragraph: ಜಗತ್ತಿಗೆ ಸಂಸತ್ತಿನ ಪರಿಕಲ್ಪನೆಯನ್ನು ಮೊದಲ ಬಾರಿಗೆ ಕೊಟ್ಟವರು ಬಸವಣ್ಣ. ಅದು ಅವರ ಕನಸಿನ ಕೂಸು. ಶರಣರು, ತತ್ವಜ್ಞಾನಿಗಳು, ದಾರ್ಶನಿಕರು, ಸಾರ್ವಜನಿಕರು ಸೇರಿದಂತೆ ಲಿಂಗ ಭೇದ, ಜಾತಿ ಬೇಧವಿಲ್ಲದೆ ಎಲ್ಲ ಬಗೆಯ ಸಾಧಕರು ಒಂದೆಡೆ ಸೇರಿ ಚಿಂತನ-ಮಂಥನ ನಡೆಸುತ್ತಿದ್ದ ಅನುಭವ ಮಂಟಪವೇ ಇಂದಿನ ಸಂಸತ್ತು. ಅಲ್ಲಿ ಚರ್ಚೆ ನಡೆಸಲು ಎಲ್ಲರಿಗೂ ಮುಕ್ತ ಅವಕಾಶ ನೀಡಲಾಗುತ್ತಿತ್ತು. ಸಮಾಜದ [498, 669, 844, 761]
author-byline: ಪರಶಿವಮೂರ್ತಿ ಎನ್.ಪಿ. ನಂಜೀಪುರ ಸರಗೂರು ತಾಲೂಕು 9945272126 [876, 489, 942, 572]
flower-garland [976, 189, 1118, 473]
jalasamadhi-headline: 6 ಜನ ಜಲಸಮಾಧಿ [47, 1336, 365, 1397]
bahubali-quote-box [713, 2063, 1051, 2221]
basavanna-headline-line1: ಹಲವು ಮೊದಲುಗಳ [599, 85, 881, 136]
sports-paragraph: ಸೋಲು ಅನುಭವಿಸಿದೆ. ಒಟ್ಟು 8 ಅಂಕಗಳನ್ನು ಕಲೆ ಹಾಕಿರುವ ರನ್ ರೇಟ್ ಹೊಂದಿದ್ದು, ಈ ಮೂಲಕ ದ್ವಿತೀಯ ಸ್ಥಾನವನ್ನು ಯಶಸ್ವಿಯಾಗಿದೆ. ಆದರೆ ಈ ಸ್ಥಾನ ಸ್ಥಿರವಲ್ಲ, ಮುಂದಿನ ಪಂದ್ಯಗಳು ನಿರ್ಧರಿಸಲಿವೆ. [1213, 1454, 1506, 1506]
basavanna-intro: 12ನೇ ಶತಮಾನದಲ್ಲಿ ವಚನಗಳ ಮೂಲಕ ಬಸವಣ್ಣ ಅವರು ನಡೆಸಿದ ಸಾಹಿತ್ಯಕ, ಸಾಮಾಜಿಕ, ಧಾರ್ಮಿಕ, ಸಾಂಸ್ಕೃತಿಕ ಹಾಗೂ ನೈತಿಕ ಕ್ರಾಂತಿ ಚರಿತ್ರಾರ್ಹ. ಬಸವಣ್ಣನವರ ವಚನ ಸಾಹಿತ್ಯ ಕನ್ನಡ ಸಾಹಿತ್ಯ ಕ್ಷೇತ್ರಕ್ಕೆ ಹೊಸ ಮೆರುಗು ತಂದುಕೊಟ್ಟಿತು. ಇದು ಅತ್ಯಂತ ಕ್ರಾಂತಿಕಾರ ಹೆಜ್ಜೆ ಎನಿಸಿತ್ತು. [498, 378, 858, 433]
bottom-rule [5, 2413, 1504, 2418]
sports-paragraph: ಆರಂಭದ ಹೊಳಪು ಆರಂಭದಲ್ಲೇ ಉಳಿಯದೆ, ಸಾಮರ್ಥ್ಯವನ್ನು ಸರಿಯಾಗಿ ಬಳಸಿಕೊಳ್ಳುವ ಯೋಜನೆ ತಂಡಕ್ಕೆ ಅವಶ್ಯಕ. ಆರ್‌ಸಿಬಿ ಆಟಗಾರರು ಸಂದರ್ಭಕ್ಕೆ ತಕ್ಕಂತೆ ಆಟವಾಡುವ ಕಲೆ ಕಲಿಯಬೇಕಿದೆ. [693, 1277, 943, 1329]
statue-crown [1024, 32, 1071, 102]
sports-author-place: ಸೂಟರ್ ಪೇಟೆ [567, 1241, 616, 1253]
sports-paragraph: ನಿಜವಾದರೆ, ಆರ್‌ಸಿಬಿ ಸಮಸ್ಯೆ ಪ್ರತಿಭೆಯ ಕೊರತೆಯಲ್ಲ; ಬದಲಾಗಿ, ತಂತ್ರದ ಸ್ಪಷ್ಟತೆಯ ಕೊರತೆ ಮತ್ತು ಒತ್ತಡದ ಸಂದರ್ಭಗಳಲ್ಲಿ ಈ ಮೂರು ಅಂಶಗಳನ್ನು ಸರಿಪಡಿಸದಿದ್ದರೆ, ಪ್ರತಿ ಸೀಸನ್ ಆರಂಭದ ಹೊಳಪು ನಿರಾಶೆಯಾಗಿ ಮರುಕಳಿಸುತ್ತಲೇ ಇರುತ್ತದೆ. [1213, 1611, 1506, 1683]
elephants-paragraph: ಕೂಡಲೇ ಸ್ಥಳಕ್ಕೆ ಧಾಮಿಸಿದ ಮಲೆಮಹದೇಶ್ವರ ವನ್ಯಜೀವಿ ಧಾಮದ ಡಿಸಿಎಫ್ ಭಾಸ್ಕರ್, ಎಸಿಎಫ್ ವಿರಾಜ್ ಹೊಸೂರ್, ವಲಯ ಅರಣ್ಯಾಧಿಕಾರಿ ಜಿತೇಂದ್ರ, ಅಗ್ನಿಶಾಮಕ ಠಾಣಾಧಿಕಾರಿ ಮಹೇಶ್ ಹಾಗೂ ಸಿಬ್ಬಂದಿ, ಆನೆಗಳ ರಕ್ಷಣೆಗೆ ಮುಂದಾದರು. ಹಲವು ಗಂಟೆಗಳ ಕಾರ್ಯಾಚರಣೆ ನಡೆಸಿ ರಕ್ಷಿಸಿದರು. ನೂರಕ್ಕೂ ಹೆಚ್ಚು ಸಿಬ್ಬಂದಿ ಪಾಲ್ಗೊಂಡಿದ್ದರು. [9, 2027, 479, 2079]
footer-phone[interactable]: ✆ +91 9019706398 [324, 2363, 428, 2394]
sports-paragraph: ಈ ರೀತಿಯ ಸೋಲುಗಳು ಕೇವಲ ತಾಂತ್ರಿಕ ದೋಷವಲ್ಲ; ಮಾನಸಿಕ ಸಿದ್ಧತೆಯ ಕೊರತೆಯನ್ನು ಸೂಚಿಸುತ್ತವೆ. ಅನುಭವಿ ಆಟಗಾರರು ಮುಂದಾಳತ್ವ ವಹಿಸಬೇಕಿದೆ. [950, 1673, 1205, 1725]
jatre-paragraph: ದೇವಸ್ಥಾನದ ಜೀರ್ಣೋದ್ಧಾರ ಕಾರ್ಯ ಪೂರ್ಣಗೊಂಡ ಬಳಿಕ ನಡೆದ ಮೊದಲ ಜಾತ್ರೆಯಾಗಿದ್ದು, ಗ್ರಾಮಸ್ಥರು ವಿಶೇಷ ಉತ್ಸಾಹದಿಂದ ಪಾಲ್ಗೊಂಡರು. [9, 870, 238, 922]
sports-pullquote: ಆಧುನಿಕ ಟ್ವೆಂಟಿ -20 ಕ್ರಿಕೆಟ್‌ನಲ್ಲಿ ಕೇವಲ ಉತ್ತಮ ಆರಂಭ ಸಾಕಾಗುವುದಿಲ್ಲ. ಆ ಆರಂಭವನ್ನು 200+ ಮೊತ್ತಕ್ಕೆ ಪರಿವರ್ತಿಸುವ ಸಾಮರ್ಥ್ಯವೇ ದೊಡ್ಡ ತಂಡಗಳ ವೈಶಿಷ್ಟ್ಯ. ಆದರೆ ಆರ್‌ಸಿಬಿ ಈ ಹಂತದಲ್ಲೇ ಎಡವುತ್ತದೆ. ಕೆಲವೇ ಆಟಗಾರರ ಮೇಲೆ ಅವಲಂಬಿತವಾಗುವ ಬ್ಯಾಟಿಂಗ್ ಲೈನ್‌ಅಪ್, ಒತ್ತಡದ ಸಂದರ್ಭಗಳಲ್ಲಿ ಕುಸಿಯುವುದು ತಂಡದ ಸ್ಥಾಯಿ ದುರ್ಬಲತೆ. [502, 1455, 686, 1606]
day-label: ಸೋಮವಾರ [1189, 20, 1258, 40]
